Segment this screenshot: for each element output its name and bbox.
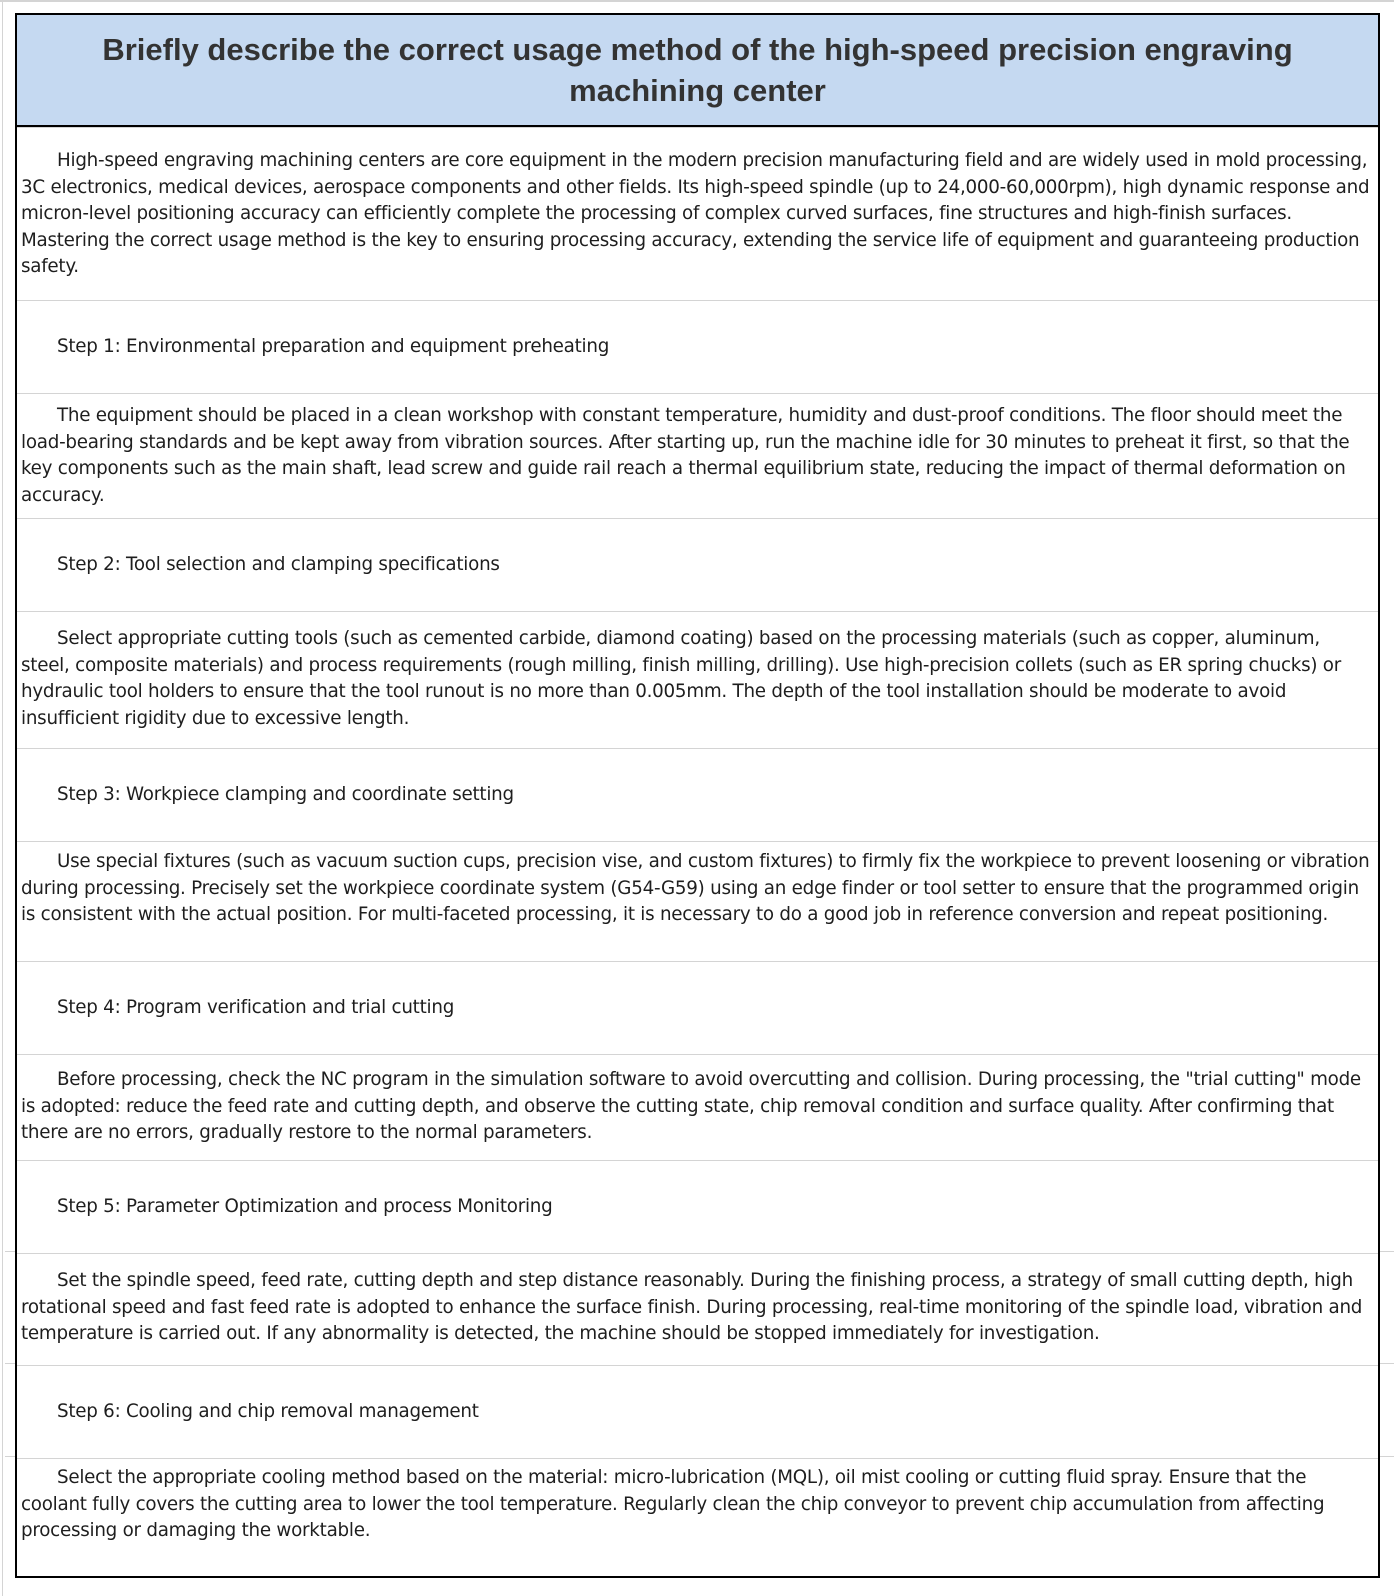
step-2-heading: Step 2: Tool selection and clamping specifications [57, 553, 500, 575]
step-3-body: Use special fixtures (such as vacuum suction cups, precision vise, and custom fixtures) to firmly fix the workpiece to prevent loosening or vibration during processing. Precisely set the workpiece coordinate system (G54-G59) using an edge finder or tool setter to ensure that the programmed origin is consistent with the actual position. For multi-faceted processing, it is necessary to do a good job in reference conversion and repeat positioning. [21, 851, 1370, 926]
step-4-heading: Step 4: Program verification and trial cutting [57, 996, 455, 1018]
step-1-heading: Step 1: Environmental preparation and equipment preheating [57, 335, 610, 357]
step-5-body-cell[interactable] [17, 1253, 1378, 1365]
step-6-body-cell[interactable] [17, 1458, 1378, 1576]
step-5-heading: Step 5: Parameter Optimization and process Monitoring [57, 1195, 553, 1217]
sheet-gridline [1379, 1251, 1394, 1252]
step-5-body: Set the spindle speed, feed rate, cutting depth and step distance reasonably. During the finishing process, a strategy of small cutting depth, high rotational speed and fast feed rate is adopted to enhance the surface finish. During processing, real-time monitoring of the spindle load, vibration and temperature is carried out. If any abnormality is detected, the machine should be stopped immediately for investigation. [21, 1270, 1363, 1345]
sheet-gridline-left [2, 0, 3, 1596]
sheet-gridline [1379, 1456, 1394, 1457]
step-3-heading: Step 3: Workpiece clamping and coordinate setting [57, 783, 514, 805]
document-sheet [15, 13, 1380, 1578]
sheet-gridline [5, 1456, 15, 1457]
step-3-body-cell[interactable] [17, 841, 1378, 961]
step-4-body: Before processing, check the NC program in the simulation software to avoid overcutting and collision. During processing, the "trial cutting" mode is adopted: reduce the feed rate and cutting depth, and observe the cutting state, chip removal condition and surface quality. After confirming that there are no errors, gradually restore to the normal parameters. [21, 1069, 1361, 1144]
sheet-gridline-top [0, 0, 1394, 2]
step-4-body-cell[interactable] [17, 1054, 1378, 1160]
sheet-gridline [5, 1251, 15, 1252]
step-6-body: Select the appropriate cooling method based on the material: micro-lubrication (MQL), oil mist cooling or cutting fluid spray. Ensure that the coolant fully covers the cutting area to lower the tool temperature. Regularly clean the chip conveyor to prevent chip accumulation from affecting processing or damaging the worktable. [21, 1467, 1325, 1542]
step-2-body-cell[interactable] [17, 611, 1378, 748]
step-1-body-cell[interactable] [17, 393, 1378, 518]
document-title: Briefly describe the correct usage method of the high-speed precision engraving machining center [102, 32, 1293, 108]
step-6-heading-cell[interactable] [17, 1365, 1378, 1458]
sheet-gridline [1379, 1363, 1394, 1364]
intro-cell[interactable] [17, 127, 1378, 300]
title-cell[interactable] [17, 15, 1378, 127]
step-6-heading: Step 6: Cooling and chip removal management [57, 1400, 479, 1422]
intro-text: High-speed engraving machining centers are core equipment in the modern precision manufacturing field and are widely used in mold processing, 3C electronics, medical devices, aerospace components and other fields. Its high-speed spindle (up to 24,000-60,000rpm), high dynamic response and micron-level positioning accuracy can efficiently complete the processing of complex curved surfaces, fine structures and high-finish surfaces. Mastering the correct usage method is the key to ensuring processing accuracy, extending the service life of equipment and guaranteeing production safety. [21, 150, 1370, 278]
step-1-body: The equipment should be placed in a clean workshop with constant temperature, humidity and dust-proof conditions. The floor should meet the load-bearing standards and be kept away from vibration sources. After starting up, run the machine idle for 30 minutes to preheat it first, so that the key components such as the main shaft, lead screw and guide rail reach a thermal equilibrium state, reducing the impact of thermal deformation on accuracy. [21, 405, 1350, 506]
step-2-heading-cell[interactable] [17, 518, 1378, 611]
step-5-heading-cell[interactable] [17, 1160, 1378, 1253]
step-2-body: Select appropriate cutting tools (such as cemented carbide, diamond coating) based on the processing materials (such as copper, aluminum, steel, composite materials) and process requirements (rough milling, finish milling, drilling). Use high-precision collets (such as ER spring chucks) or hydraulic tool holders to ensure that the tool runout is no more than 0.005mm. The depth of the tool installation should be moderate to avoid insufficient rigidity due to excessive length. [21, 628, 1341, 729]
step-1-heading-cell[interactable] [17, 300, 1378, 393]
step-3-heading-cell[interactable] [17, 748, 1378, 841]
sheet-gridline [5, 1363, 15, 1364]
step-4-heading-cell[interactable] [17, 961, 1378, 1054]
